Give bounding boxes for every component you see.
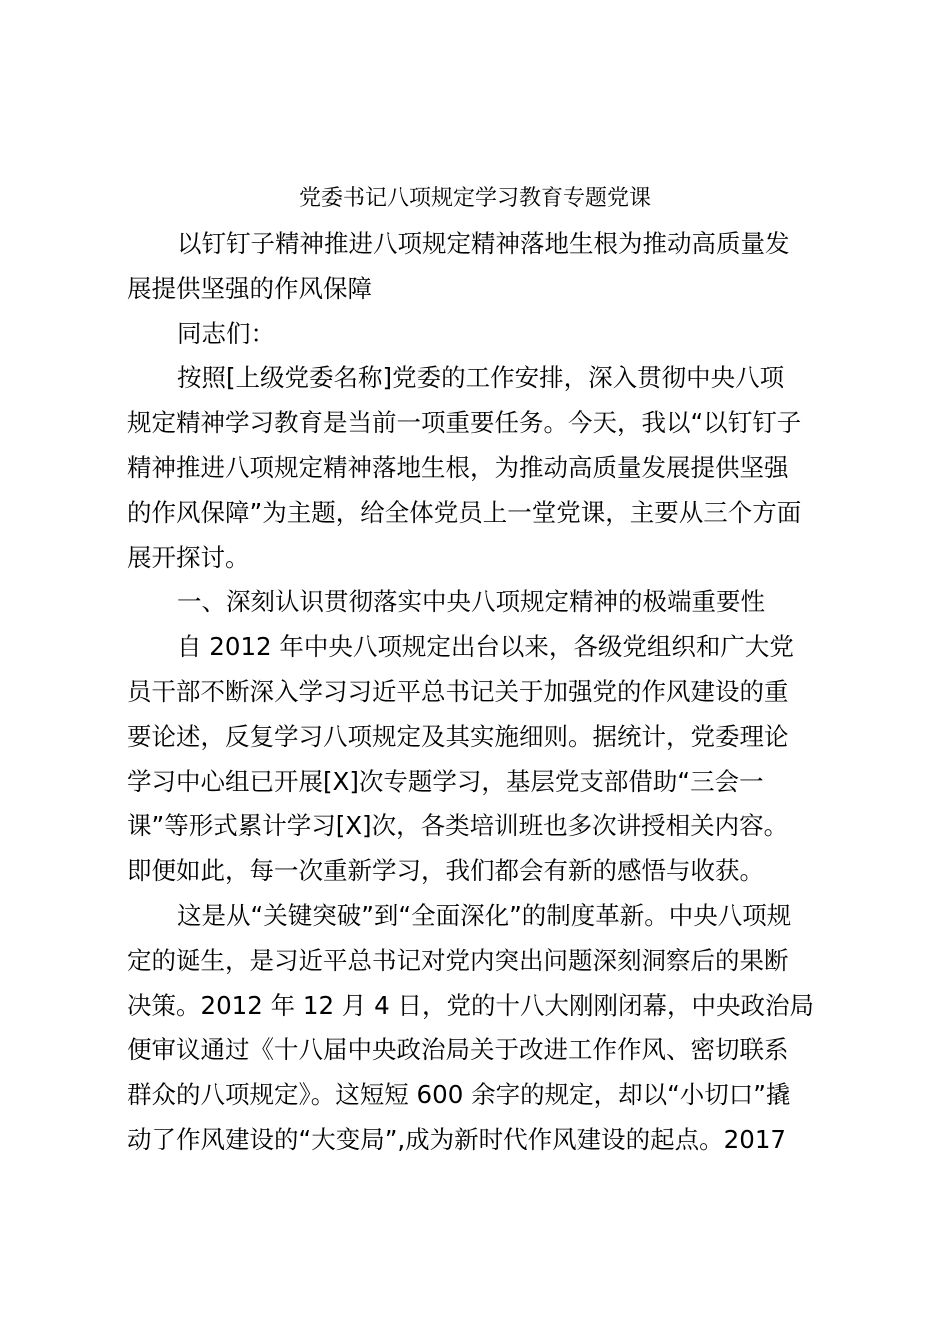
- text-line: 这是从“关键突破”到“全面深化”的制度革新。中央八项规: [177, 900, 792, 930]
- text-line: 同志们：: [177, 318, 275, 348]
- text-line: 一、深刻认识贯彻落实中央八项规定精神的极端重要性: [177, 587, 765, 617]
- text-line: 动了作风建设的“大变局”,成为新时代作风建设的起点。2017: [127, 1124, 787, 1154]
- text-line: 学习中心组已开展[X]次专题学习，基层党支部借助“三会一: [127, 766, 764, 796]
- text-line: 即便如此，每一次重新学习，我们都会有新的感悟与收获。: [127, 856, 764, 886]
- text-line: 规定精神学习教育是当前一项重要任务。今天，我以“以钉钉子: [127, 408, 802, 438]
- text-line: 展开探讨。: [127, 542, 250, 572]
- text-line: 按照[上级党委名称]党委的工作安排，深入贯彻中央八项: [177, 363, 785, 393]
- text-line: 展提供坚强的作风保障: [127, 273, 372, 303]
- history-paragraph: [127, 625, 827, 894]
- text-line: 要论述，反复学习八项规定及其实施细则。据统计，党委理论: [127, 721, 789, 751]
- text-line: 以钉钉子精神推进八项规定精神落地生根为推动高质量发: [177, 229, 790, 258]
- greeting-paragraph: [127, 312, 827, 357]
- text-line: 员干部不断深入学习习近平总书记关于加强党的作风建设的重: [127, 676, 789, 706]
- text-line: 课”等形式累计学习[X]次，各类培训班也多次讲授相关内容。: [127, 811, 789, 841]
- text-line: 自 2012 年中央八项规定出台以来，各级党组织和广大党: [177, 632, 794, 662]
- text-line: 的作风保障”为主题，给全体党员上一堂党课，主要从三个方面: [127, 497, 802, 527]
- document-title: 党委书记八项规定学习教育专题党课: [298, 186, 651, 211]
- text-line: 精神推进八项规定精神落地生根，为推动高质量发展提供坚强: [127, 452, 789, 482]
- document-body: [127, 222, 827, 1163]
- text-line: 定的诞生，是习近平总书记对党内突出问题深刻洞察后的果断: [127, 945, 789, 975]
- text-line: 便审议通过《十八届中央政治局关于改进工作作风、密切联系: [127, 1035, 789, 1065]
- text-line: 群众的八项规定》。这短短 600 余字的规定，却以“小切口”撬: [127, 1080, 791, 1110]
- reform-paragraph: [127, 894, 827, 1163]
- subtitle-paragraph: [127, 222, 827, 312]
- text-line: 决策。2012 年 12 月 4 日，党的十八大刚刚闭幕，中央政治局: [127, 990, 815, 1020]
- intro-paragraph: [127, 356, 827, 580]
- section-heading: [127, 580, 827, 625]
